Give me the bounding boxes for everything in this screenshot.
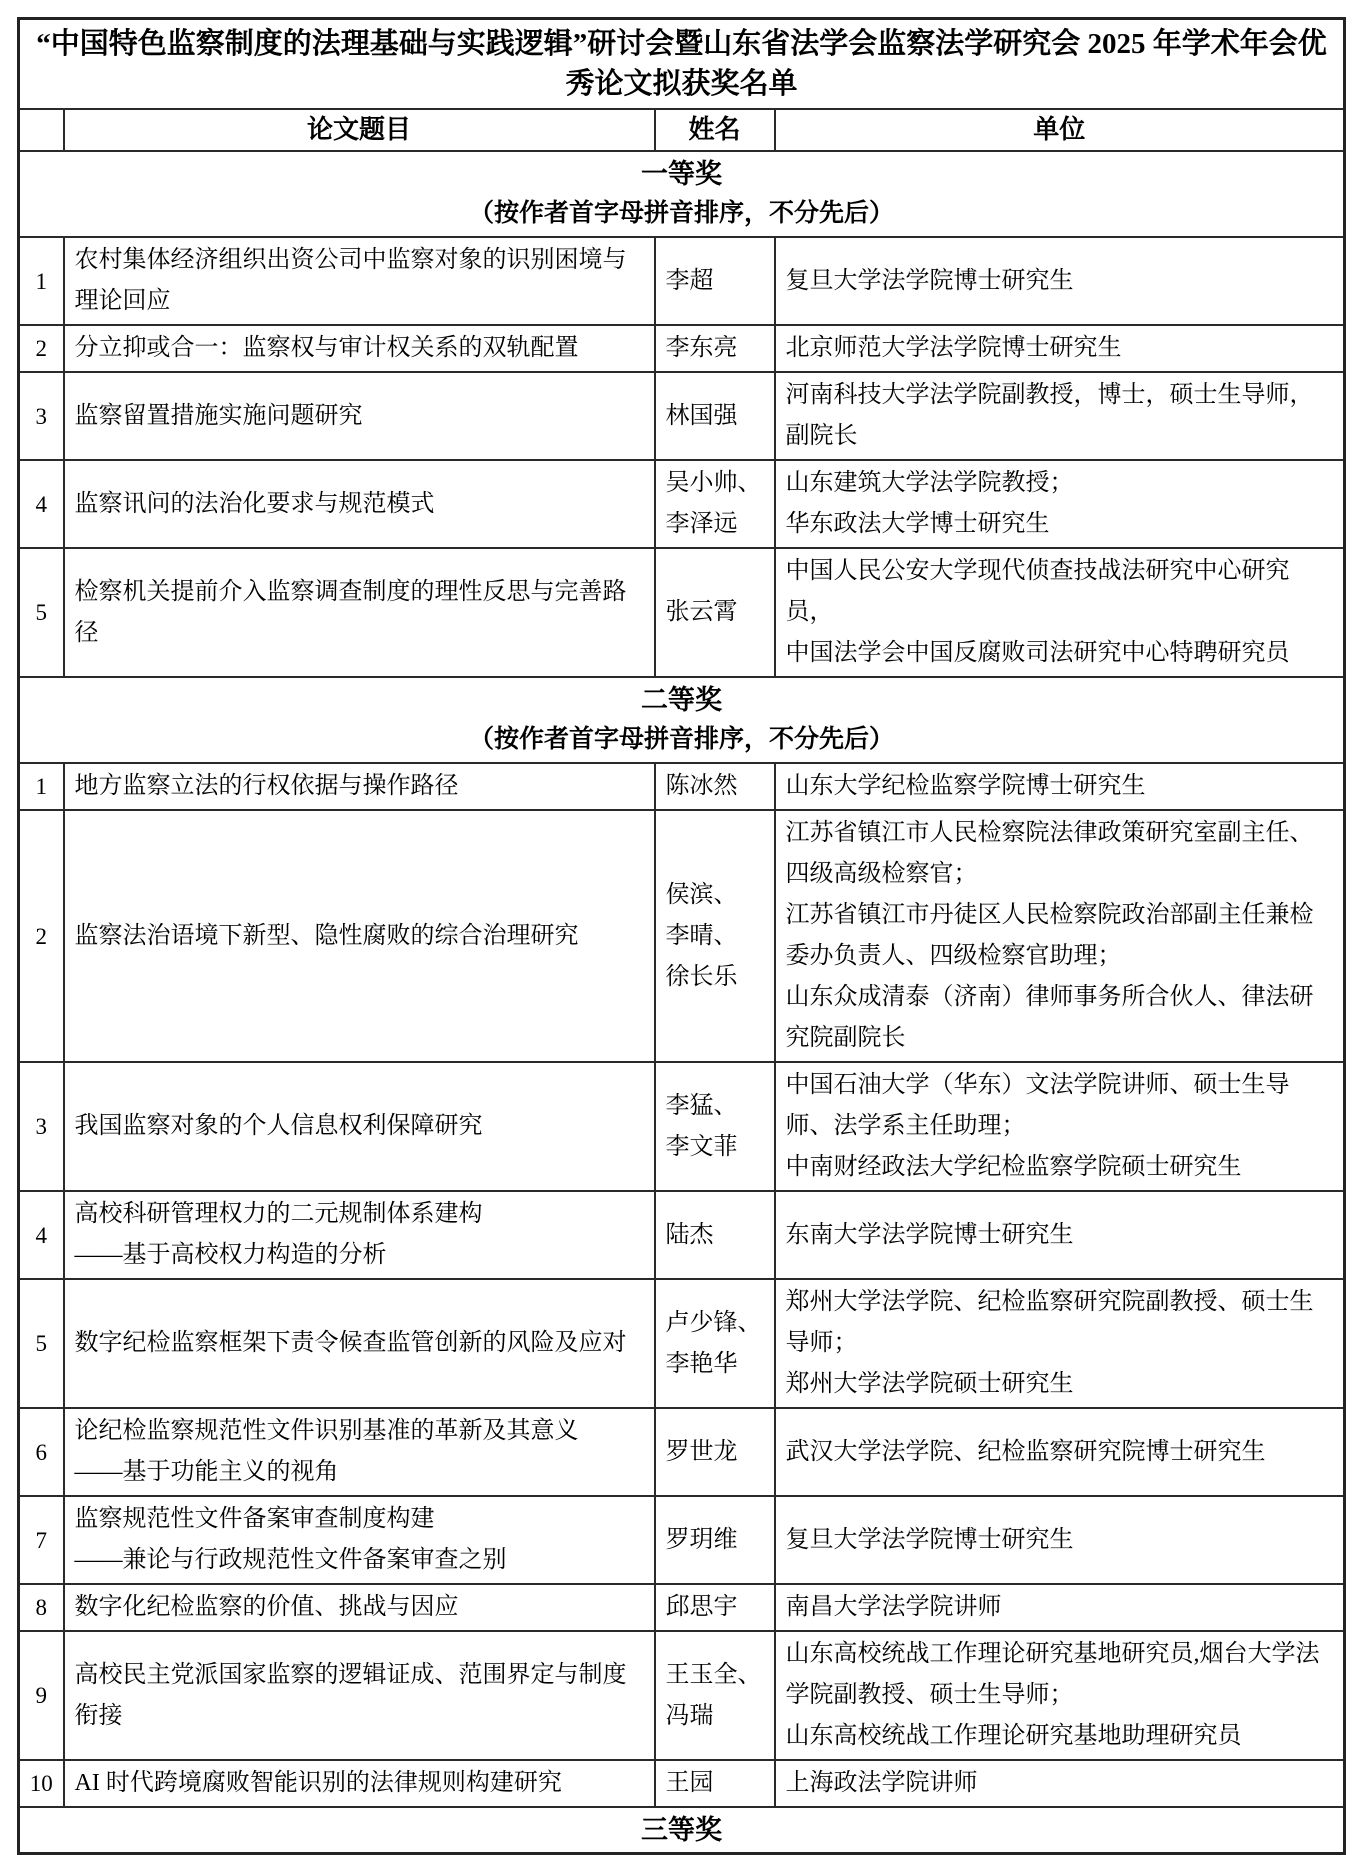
- row-number-cell: 4: [19, 1191, 64, 1279]
- column-header-index: [19, 109, 64, 151]
- paper-title-cell: [64, 810, 655, 1062]
- text-line: 高校民主党派国家监察的逻辑证成、范围界定与制度衔接: [74, 1661, 627, 1729]
- column-header-row: [19, 109, 1345, 151]
- text-line: 上海政法学院讲师: [785, 1770, 978, 1796]
- award-section-cell: [19, 151, 1345, 237]
- paper-title-cell: [64, 1408, 655, 1496]
- author-unit-cell: [775, 548, 1345, 677]
- text-line: ——基于高校权力构造的分析: [74, 1242, 387, 1268]
- text-line: 农村集体经济组织出资公司中监察对象的识别困境与理论回应: [74, 247, 627, 314]
- text-line: 论纪检监察规范性文件识别基准的革新及其意义: [74, 1418, 579, 1444]
- text-line: 中南财经政法大学纪检监察学院硕士研究生: [785, 1154, 1242, 1180]
- paper-title-cell: [64, 1191, 655, 1279]
- author-unit-cell: [775, 1584, 1345, 1631]
- row-number-cell: 5: [19, 548, 64, 677]
- row-number-cell: 5: [19, 1279, 64, 1408]
- award-sort-note: （按作者首字母拼音排序，不分先后）: [469, 726, 895, 753]
- paper-title-cell: [64, 1760, 655, 1807]
- author-unit-cell: [775, 1279, 1345, 1408]
- text-line: 北京师范大学法学院博士研究生: [785, 335, 1122, 361]
- text-line: 江苏省镇江市丹徒区人民检察院政治部副主任兼检委办负责人、四级检察官助理；: [785, 902, 1314, 969]
- row-number-cell: 2: [19, 810, 64, 1062]
- awards-table: [17, 17, 1346, 1855]
- author-name-cell: [655, 1279, 775, 1408]
- author-unit-cell: [775, 1062, 1345, 1191]
- award-section-row: [19, 677, 1345, 763]
- author-name-cell: [655, 460, 775, 548]
- text-line: 郑州大学法学院、纪检监察研究院副教授、硕士生导师；: [785, 1289, 1314, 1356]
- row-number-cell: 1: [19, 763, 64, 810]
- row-number-cell: 8: [19, 1584, 64, 1631]
- author-unit-cell: [775, 763, 1345, 810]
- row-number-cell: 4: [19, 460, 64, 548]
- paper-row: [19, 1408, 1345, 1496]
- text-line: 王玉全、: [665, 1661, 762, 1688]
- text-line: 李东亮: [665, 335, 738, 361]
- text-line: 李猛、: [665, 1092, 738, 1119]
- text-line: ——基于功能主义的视角: [74, 1459, 339, 1485]
- title-row: [19, 19, 1345, 110]
- text-line: 华东政法大学博士研究生: [785, 511, 1050, 537]
- paper-title-cell: [64, 325, 655, 372]
- paper-title-cell: [64, 1279, 655, 1408]
- text-line: 监察讯问的法治化要求与规范模式: [74, 490, 435, 517]
- row-number-cell: 3: [19, 372, 64, 460]
- text-line: 复旦大学法学院博士研究生: [785, 267, 1074, 294]
- text-line: 山东高校统战工作理论研究基地助理研究员: [785, 1723, 1242, 1749]
- text-line: 吴小帅、: [665, 470, 762, 496]
- paper-row: [19, 1631, 1345, 1760]
- text-line: 李超: [665, 267, 714, 294]
- text-line: 山东高校统战工作理论研究基地研究员,烟台大学法学院副教授、硕士生导师；: [785, 1641, 1320, 1708]
- text-line: 复旦大学法学院博士研究生: [785, 1526, 1074, 1553]
- text-line: 中国石油大学（华东）文法学院讲师、硕士生导师、法学系主任助理；: [785, 1072, 1290, 1139]
- paper-row: [19, 237, 1345, 325]
- text-line: 李泽远: [665, 511, 738, 537]
- paper-title-cell: [64, 460, 655, 548]
- text-line: ——兼论与行政规范性文件备案审查之别: [74, 1547, 507, 1573]
- text-line: 山东众成清泰（济南）律师事务所合伙人、律法研究院副院长: [785, 984, 1314, 1051]
- author-name-cell: [655, 1062, 775, 1191]
- paper-row: [19, 810, 1345, 1062]
- text-line: AI 时代跨境腐败智能识别的法律规则构建研究: [74, 1770, 562, 1796]
- text-line: 罗世龙: [665, 1438, 738, 1465]
- author-name-cell: [655, 1191, 775, 1279]
- award-section-cell: [19, 677, 1345, 763]
- paper-title-cell: [64, 763, 655, 810]
- paper-row: [19, 763, 1345, 810]
- text-line: 邱思宇: [665, 1594, 738, 1620]
- author-name-cell: [655, 763, 775, 810]
- paper-row: [19, 372, 1345, 460]
- author-unit-cell: [775, 325, 1345, 372]
- text-line: 武汉大学法学院、纪检监察研究院博士研究生: [785, 1438, 1266, 1465]
- row-number-cell: 2: [19, 325, 64, 372]
- author-unit-cell: [775, 372, 1345, 460]
- paper-title-cell: [64, 372, 655, 460]
- paper-title-cell: [64, 237, 655, 325]
- text-line: 徐长乐: [665, 963, 738, 990]
- text-line: 李文菲: [665, 1133, 738, 1160]
- author-name-cell: [655, 1584, 775, 1631]
- row-number-cell: 9: [19, 1631, 64, 1760]
- author-name-cell: [655, 372, 775, 460]
- award-name: 二等奖: [641, 685, 722, 715]
- text-line: 侯滨、: [665, 881, 738, 908]
- author-name-cell: [655, 1760, 775, 1807]
- paper-row: [19, 1584, 1345, 1631]
- column-header-name: 姓名: [655, 109, 775, 151]
- author-unit-cell: [775, 1408, 1345, 1496]
- text-line: 郑州大学法学院硕士研究生: [785, 1371, 1074, 1397]
- paper-title-cell: [64, 1062, 655, 1191]
- column-header-paper-title: 论文题目: [64, 109, 655, 151]
- row-number-cell: 10: [19, 1760, 64, 1807]
- paper-row: [19, 1191, 1345, 1279]
- text-line: 地方监察立法的行权依据与操作路径: [74, 773, 459, 799]
- text-line: 我国监察对象的个人信息权利保障研究: [74, 1113, 483, 1139]
- text-line: 监察规范性文件备案审查制度构建: [74, 1506, 435, 1532]
- author-name-cell: [655, 237, 775, 325]
- text-line: 分立抑或合一：监察权与审计权关系的双轨配置: [74, 335, 579, 361]
- text-line: 监察法治语境下新型、隐性腐败的综合治理研究: [74, 922, 579, 949]
- award-sort-note: （按作者首字母拼音排序，不分先后）: [469, 200, 895, 227]
- paper-row: [19, 325, 1345, 372]
- text-line: 检察机关提前介入监察调查制度的理性反思与完善路径: [74, 578, 627, 646]
- text-line: 江苏省镇江市人民检察院法律政策研究室副主任、四级高级检察官；: [785, 820, 1314, 887]
- text-line: 陆杰: [665, 1221, 714, 1248]
- text-line: 南昌大学法学院讲师: [785, 1594, 1002, 1620]
- paper-row: [19, 1062, 1345, 1191]
- author-name-cell: [655, 1496, 775, 1584]
- text-line: 冯瑞: [665, 1702, 714, 1729]
- author-name-cell: [655, 810, 775, 1062]
- text-line: 中国人民公安大学现代侦查技战法研究中心研究员，: [785, 558, 1290, 625]
- paper-title-cell: [64, 548, 655, 677]
- row-number-cell: 3: [19, 1062, 64, 1191]
- author-unit-cell: [775, 460, 1345, 548]
- text-line: 陈冰然: [665, 773, 738, 799]
- text-line: 山东大学纪检监察学院博士研究生: [785, 773, 1146, 799]
- paper-row: [19, 1760, 1345, 1807]
- text-line: 监察留置措施实施问题研究: [74, 402, 363, 429]
- text-line: 李晴、: [665, 922, 738, 949]
- text-line: 卢少锋、: [665, 1309, 762, 1336]
- author-unit-cell: [775, 237, 1345, 325]
- text-line: 东南大学法学院博士研究生: [785, 1221, 1074, 1248]
- text-line: 高校科研管理权力的二元规制体系建构: [74, 1201, 483, 1227]
- text-line: 李艳华: [665, 1350, 738, 1377]
- paper-row: [19, 1496, 1345, 1584]
- paper-title-cell: [64, 1631, 655, 1760]
- author-unit-cell: [775, 1191, 1345, 1279]
- award-section-cell: [19, 1807, 1345, 1854]
- author-name-cell: [655, 1408, 775, 1496]
- row-number-cell: 6: [19, 1408, 64, 1496]
- row-number-cell: 7: [19, 1496, 64, 1584]
- text-line: 数字化纪检监察的价值、挑战与因应: [74, 1594, 459, 1620]
- text-line: 山东建筑大学法学院教授；: [785, 470, 1074, 496]
- paper-row: [19, 460, 1345, 548]
- document-title: “中国特色监察制度的法理基础与实践逻辑”研讨会暨山东省法学会监察法学研究会 2025 年学术年会优秀论文拟获奖名单: [19, 19, 1345, 110]
- author-unit-cell: [775, 1631, 1345, 1760]
- paper-title-cell: [64, 1496, 655, 1584]
- author-unit-cell: [775, 810, 1345, 1062]
- paper-title-cell: [64, 1584, 655, 1631]
- paper-row: [19, 1279, 1345, 1408]
- row-number-cell: 1: [19, 237, 64, 325]
- award-section-row: [19, 151, 1345, 237]
- author-name-cell: [655, 1631, 775, 1760]
- column-header-unit: 单位: [775, 109, 1345, 151]
- text-line: 林国强: [665, 402, 738, 429]
- text-line: 罗玥维: [665, 1526, 738, 1553]
- text-line: 河南科技大学法学院副教授，博士，硕士生导师，副院长: [785, 382, 1314, 449]
- text-line: 张云霄: [665, 599, 738, 625]
- paper-row: [19, 548, 1345, 677]
- text-line: 数字纪检监察框架下责令候查监管创新的风险及应对: [74, 1330, 627, 1356]
- text-line: 王园: [665, 1770, 714, 1796]
- text-line: 中国法学会中国反腐败司法研究中心特聘研究员: [785, 640, 1290, 666]
- author-unit-cell: [775, 1760, 1345, 1807]
- author-name-cell: [655, 548, 775, 677]
- author-unit-cell: [775, 1496, 1345, 1584]
- award-name: 一等奖: [641, 159, 722, 189]
- award-section-row: [19, 1807, 1345, 1854]
- author-name-cell: [655, 325, 775, 372]
- award-name: 三等奖: [641, 1815, 722, 1845]
